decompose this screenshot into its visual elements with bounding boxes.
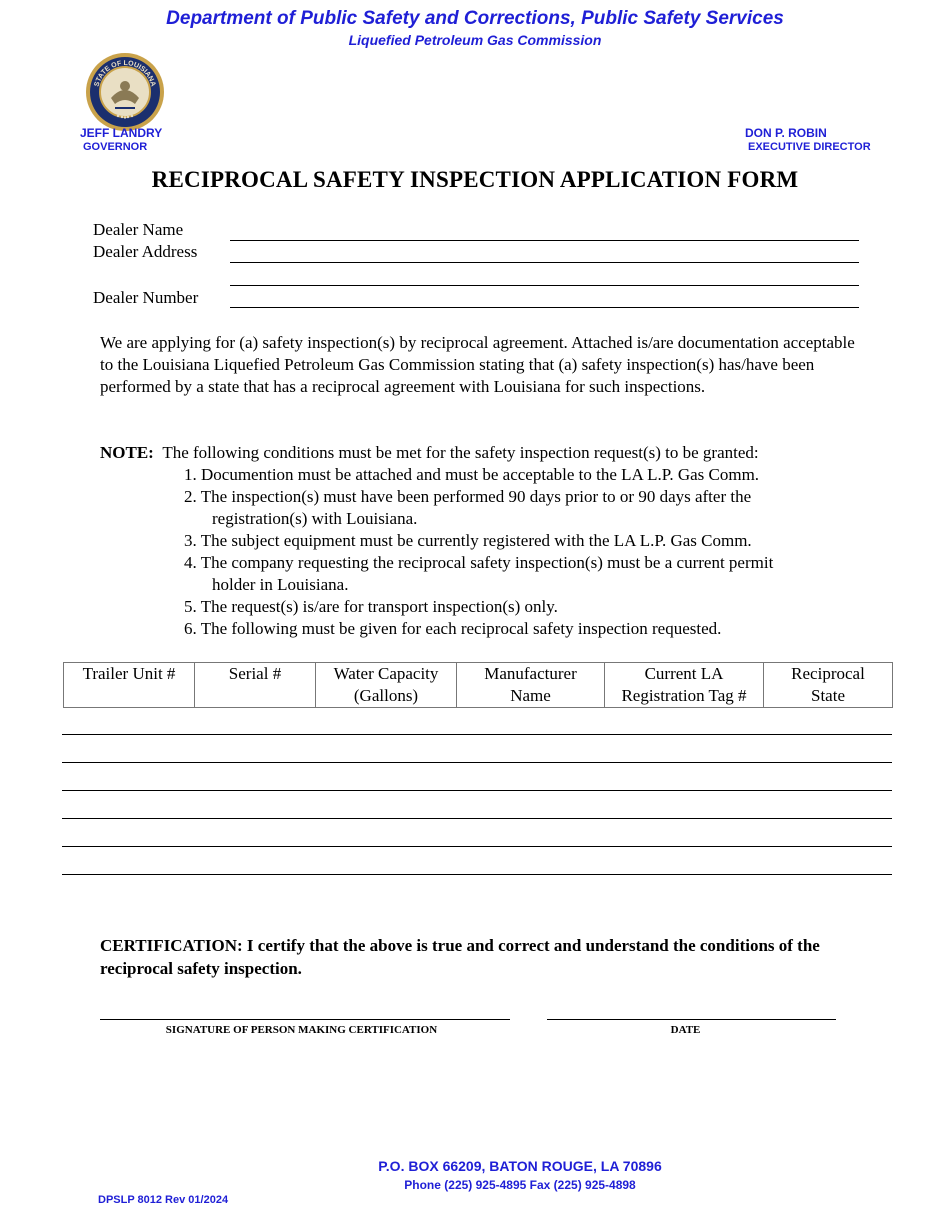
table-entry-line[interactable]: [62, 762, 892, 763]
column-header-reciprocal-state: Reciprocal State: [764, 663, 893, 708]
column-header-trailer-unit: Trailer Unit #: [64, 663, 195, 708]
signature-field[interactable]: [100, 1019, 510, 1020]
table-entry-line[interactable]: [62, 790, 892, 791]
governor-title: GOVERNOR: [83, 141, 148, 153]
column-header-serial: Serial #: [195, 663, 316, 708]
dealer-address-field-2[interactable]: [230, 285, 859, 286]
column-header-manufacturer: Manufacturer Name: [457, 663, 605, 708]
column-header-water-capacity: Water Capacity (Gallons): [316, 663, 457, 708]
table-header-row: [64, 663, 893, 708]
mailing-address: P.O. BOX 66209, BATON ROUGE, LA 70896: [378, 1158, 662, 1174]
dealer-number-label: Dealer Number: [93, 288, 199, 307]
inspection-table: [63, 662, 893, 708]
dealer-address-field[interactable]: [230, 262, 859, 263]
dealer-name-label: Dealer Name: [93, 220, 184, 239]
director-title: EXECUTIVE DIRECTOR: [748, 141, 871, 153]
condition-item: 1. Documention must be attached and must be acceptable to the LA L.P. Gas Comm.: [184, 465, 760, 484]
director-name: DON P. ROBIN: [745, 126, 827, 140]
intro-paragraph: We are applying for (a) safety inspection(s) by reciprocal agreement. Attached is/are documentation acceptable to the Louisiana Liquefied Petroleum Gas Commission stating that (a) safety inspection(s) has/have been performed by a state that has a reciprocal agreement with Louisiana for such inspections.: [100, 333, 855, 396]
dealer-address-label: Dealer Address: [93, 242, 198, 261]
governor-name: JEFF LANDRY: [80, 126, 163, 140]
dealer-name-field[interactable]: [230, 240, 859, 241]
condition-item-continued: registration(s) with Louisiana.: [212, 509, 418, 528]
note-heading: [100, 442, 880, 464]
dealer-number-field[interactable]: [230, 307, 859, 308]
table-entry-line[interactable]: [62, 874, 892, 875]
table-entry-line[interactable]: [62, 846, 892, 847]
note-text: The following conditions must be met for the safety inspection request(s) to be granted:: [162, 443, 759, 462]
form-title: RECIPROCAL SAFETY INSPECTION APPLICATION FORM: [151, 167, 799, 192]
date-label: DATE: [670, 1024, 701, 1036]
phone-fax: Phone (225) 925-4895 Fax (225) 925-4898: [404, 1178, 636, 1192]
department-heading: Department of Public Safety and Corrections, Public Safety Services: [166, 8, 784, 29]
condition-item: 2. The inspection(s) must have been performed 90 days prior to or 90 days after the: [184, 487, 752, 506]
condition-item: 5. The request(s) is/are for transport inspection(s) only.: [184, 597, 558, 616]
table-entry-line[interactable]: [62, 734, 892, 735]
form-number: DPSLP 8012 Rev 01/2024: [98, 1194, 229, 1206]
condition-item: 6. The following must be given for each reciprocal safety inspection requested.: [184, 619, 722, 638]
condition-item: 4. The company requesting the reciprocal safety inspection(s) must be a current permit: [184, 553, 774, 572]
signature-label: SIGNATURE OF PERSON MAKING CERTIFICATION: [165, 1024, 438, 1036]
state-seal-icon: [85, 52, 165, 132]
column-header-registration-tag: Current LA Registration Tag #: [605, 663, 764, 708]
condition-item: 3. The subject equipment must be currently registered with the LA L.P. Gas Comm.: [184, 531, 752, 550]
note-label: NOTE:: [100, 443, 154, 462]
date-field[interactable]: [547, 1019, 836, 1020]
svg-text:STATE OF LOUISIANA: STATE OF LOUISIANA: [93, 59, 157, 88]
certification-statement: CERTIFICATION: I certify that the above is true and correct and understand the conditions of the reciprocal safety inspection.: [100, 936, 820, 978]
commission-heading: Liquefied Petroleum Gas Commission: [348, 32, 602, 48]
table-entry-line[interactable]: [62, 818, 892, 819]
condition-item-continued: holder in Louisiana.: [212, 575, 349, 594]
